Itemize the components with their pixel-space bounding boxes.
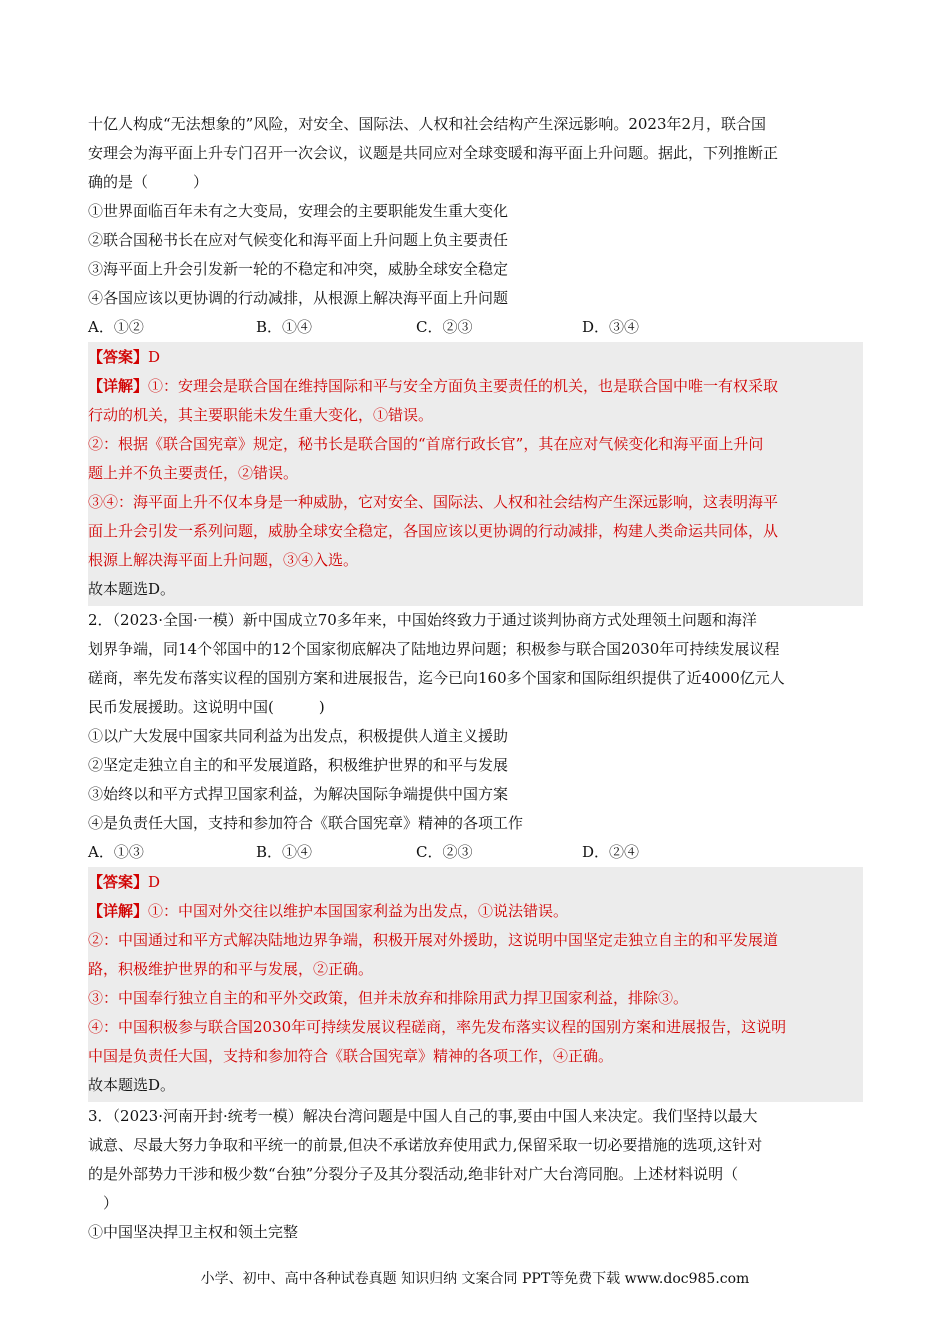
q2-detail-line: ②：中国通过和平方式解决陆地边界争端，积极开展对外援助，这说明中国坚定走独立自主的和平发展道 bbox=[88, 931, 779, 949]
document-page bbox=[88, 110, 863, 1247]
question-3 bbox=[88, 1102, 863, 1247]
q2-item: ①以广大发展中国家共同利益为出发点，积极提供人道主义援助 bbox=[88, 727, 509, 745]
answer-tag: 【答案】 bbox=[88, 348, 149, 366]
q2-stem-line: 划界争端，同14个邻国中的12个国家彻底解决了陆地边界问题；积极参与联合国2030年可持续发展议程 bbox=[88, 640, 780, 658]
q2-option-a: A．①③ bbox=[88, 843, 144, 861]
q1-item: ④各国应该以更协调的行动减排，从根源上解决海平面上升问题 bbox=[88, 289, 509, 307]
q1-detail-line: ②：根据《联合国宪章》规定，秘书长是联合国的“首席行政长官”，其在应对气候变化和海平面上升问 bbox=[88, 435, 764, 453]
q2-detail-line: 路，积极维护世界的和平与发展，②正确。 bbox=[88, 960, 374, 978]
q1-detail-line: 行动的机关，其主要职能未发生重大变化，①错误。 bbox=[88, 406, 434, 424]
q1-stem-line: 十亿人构成“无法想象的”风险，对安全、国际法、人权和社会结构产生深远影响。2023年2月，联合国 bbox=[88, 115, 767, 133]
q2-answer bbox=[88, 868, 863, 897]
q1-stem-line: 确的是（ ） bbox=[88, 173, 209, 191]
answer-value: D bbox=[148, 873, 161, 891]
q1-option-c: C．②③ bbox=[416, 318, 473, 336]
q3-stem-line: 诚意、尽最大努力争取和平统一的前景,但决不承诺放弃使用武力,保留采取一切必要措施的选项,这针对 bbox=[88, 1136, 763, 1154]
q2-detail-line: ④：中国积极参与联合国2030年可持续发展议程磋商，率先发布落实议程的国别方案和进展报告，这说明 bbox=[88, 1018, 787, 1036]
q2-item: ②坚定走独立自主的和平发展道路，积极维护世界的和平与发展 bbox=[88, 756, 509, 774]
q1-option-b: B．①④ bbox=[256, 318, 313, 336]
q1-option-a: A．①② bbox=[88, 318, 144, 336]
q2-conclusion: 故本题选D。 bbox=[88, 1076, 176, 1094]
detail-text: ①：中国对外交往以维护本国国家利益为出发点，①说法错误。 bbox=[148, 902, 569, 920]
q2-item: ④是负责任大国，支持和参加符合《联合国宪章》精神的各项工作 bbox=[88, 814, 524, 832]
question-2 bbox=[88, 606, 863, 1102]
q2-detail-line: 中国是负责任大国，支持和参加符合《联合国宪章》精神的各项工作，④正确。 bbox=[88, 1047, 614, 1065]
detail-tag: 【详解】 bbox=[88, 377, 149, 395]
q2-stem-line: 民币发展援助。这说明中国( ) bbox=[88, 698, 325, 716]
q1-answer-block bbox=[88, 342, 863, 606]
q2-stem-line: 2．（2023·全国·一模）新中国成立70多年来，中国始终致力于通过谈判协商方式处理领土问题和海洋 bbox=[88, 611, 757, 629]
q1-detail-line: 根源上解决海平面上升问题，③④入选。 bbox=[88, 551, 359, 569]
q1-detail-line bbox=[88, 372, 863, 401]
q1-options bbox=[88, 313, 863, 342]
detail-tag: 【详解】 bbox=[88, 902, 149, 920]
q2-option-c: C．②③ bbox=[416, 843, 473, 861]
q1-conclusion: 故本题选D。 bbox=[88, 580, 176, 598]
q2-detail-line bbox=[88, 897, 863, 926]
q1-item: ②联合国秘书长在应对气候变化和海平面上升问题上负主要责任 bbox=[88, 231, 509, 249]
answer-value: D bbox=[148, 348, 161, 366]
q1-item: ①世界面临百年未有之大变局，安理会的主要职能发生重大变化 bbox=[88, 202, 509, 220]
q2-option-b: B．①④ bbox=[256, 843, 313, 861]
q1-stem-line: 安理会为海平面上升专门召开一次会议，议题是共同应对全球变暖和海平面上升问题。据此，下列推断正 bbox=[88, 144, 779, 162]
q2-item: ③始终以和平方式捍卫国家利益，为解决国际争端提供中国方案 bbox=[88, 785, 509, 803]
detail-text: ①：安理会是联合国在维持国际和平与安全方面负主要责任的机关，也是联合国中唯一有权采取 bbox=[148, 377, 779, 395]
q3-item: ①中国坚决捍卫主权和领土完整 bbox=[88, 1223, 299, 1241]
page-footer: 小学、初中、高中各种试卷真题 知识归纳 文案合同 PPT等免费下载 www.doc985.com bbox=[200, 1271, 750, 1287]
q1-item: ③海平面上升会引发新一轮的不稳定和冲突，威胁全球安全稳定 bbox=[88, 260, 509, 278]
answer-tag: 【答案】 bbox=[88, 873, 149, 891]
q2-detail-line: ③：中国奉行独立自主的和平外交政策，但并未放弃和排除用武力捍卫国家利益，排除③。 bbox=[88, 989, 689, 1007]
q1-detail-line: ③④：海平面上升不仅本身是一种威胁，它对安全、国际法、人权和社会结构产生深远影响，这表明海平 bbox=[88, 493, 779, 511]
q1-option-d: D．③④ bbox=[582, 318, 640, 336]
q2-options bbox=[88, 838, 863, 867]
q1-detail-line: 面上升会引发一系列问题，威胁全球安全稳定，各国应该以更协调的行动减排，构建人类命运共同体，从 bbox=[88, 522, 779, 540]
q3-stem-line: ） bbox=[88, 1194, 119, 1212]
q2-stem-line: 磋商，率先发布落实议程的国别方案和进展报告，迄今已向160多个国家和国际组织提供了近4000亿元人 bbox=[88, 669, 785, 687]
q1-answer bbox=[88, 343, 863, 372]
q2-answer-block bbox=[88, 867, 863, 1102]
q3-stem-line: 的是外部势力干涉和极少数“台独”分裂分子及其分裂活动,绝非针对广大台湾同胞。上述材料说明（ bbox=[88, 1165, 739, 1183]
q1-detail-line: 题上并不负主要责任，②错误。 bbox=[88, 464, 299, 482]
question-1 bbox=[88, 110, 863, 606]
q2-option-d: D．②④ bbox=[582, 843, 640, 861]
q3-stem-line: 3．（2023·河南开封·统考一模）解决台湾问题是中国人自己的事,要由中国人来决定。我们坚持以最大 bbox=[88, 1107, 758, 1125]
